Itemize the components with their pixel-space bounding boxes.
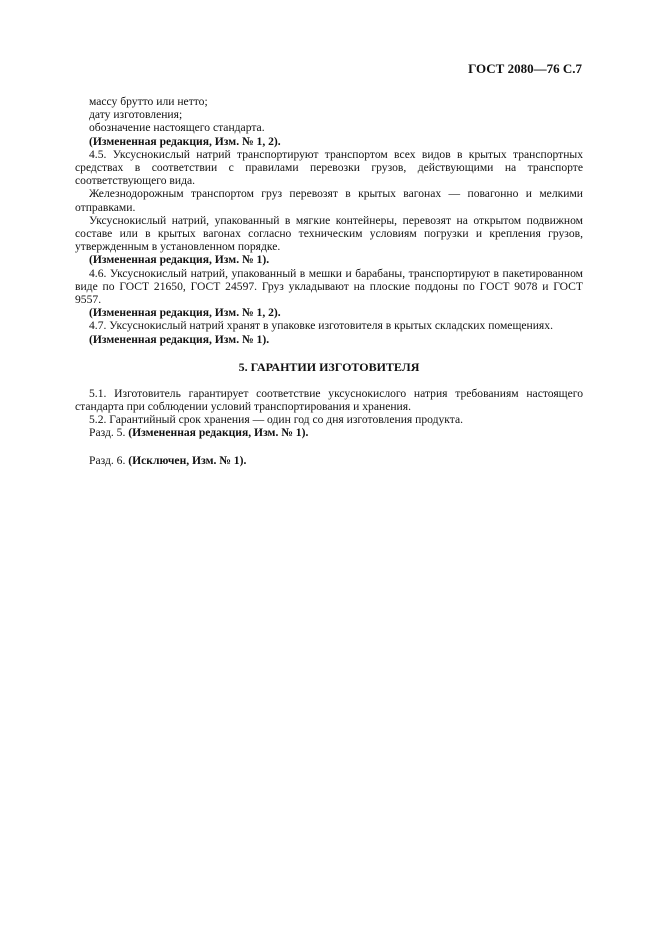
clause-5-1: 5.1. Изготовитель гарантирует соответствие уксуснокислого натрия требованиям настоящего стандарта при соблюдении условий транспортирования и хранения. xyxy=(75,386,583,414)
revision-note: (Измененная редакция, Изм. № 1, 2). xyxy=(89,134,281,148)
page-header: ГОСТ 2080—76 С.7 xyxy=(468,61,582,76)
section-5-prefix: Разд. 5. xyxy=(89,426,126,440)
section-5-note xyxy=(75,426,583,439)
clause-4-6: 4.6. Уксуснокислый натрий, упакованный в мешки и барабаны, транспортируют в пакетированном виде по ГОСТ 21650, ГОСТ 24597. Груз укладывают на плоские поддоны по ГОСТ 9078 и ГОСТ 9557. xyxy=(75,266,583,307)
clause-4-5-containers: Уксуснокислый натрий, упакованный в мягкие контейнеры, перевозят на открытом подвижном составе или в крытых вагонах согласно техническим условиям погрузки и крепления грузов, утвержденным в установленном порядке. xyxy=(75,213,583,254)
excluded-note: (Исключен, Изм. № 1). xyxy=(128,453,247,467)
text-line-mass: массу брутто или нетто; xyxy=(89,95,208,108)
revision-note: (Измененная редакция, Изм. № 1). xyxy=(89,332,270,346)
clause-4-5: 4.5. Уксуснокислый натрий транспортируют транспортом всех видов в крытых транспортных средствах в соответствии с правилами перевозки грузов, действующими на транспорте соответствующего вида. xyxy=(75,147,583,188)
document-body xyxy=(75,95,583,467)
revision-note: (Измененная редакция, Изм. № 1). xyxy=(89,253,270,267)
section-6-prefix: Разд. 6. xyxy=(89,453,126,467)
revision-note: (Измененная редакция, Изм. № 1). xyxy=(128,426,309,440)
section-6-note xyxy=(75,454,583,467)
clause-5-2: 5.2. Гарантийный срок хранения — один год со дня изготовления продукта. xyxy=(89,413,464,427)
clause-4-7: 4.7. Уксуснокислый натрий хранят в упаковке изготовителя в крытых складских помещениях. xyxy=(89,319,553,333)
spacer xyxy=(75,440,583,454)
text-line-date: дату изготовления; xyxy=(89,108,183,122)
clause-4-5-rail: Железнодорожным транспортом груз перевозят в крытых вагонах — повагонно и мелкими отправками. xyxy=(75,187,583,214)
section-title: 5. ГАРАНТИИ ИЗГОТОВИТЕЛЯ xyxy=(238,359,420,374)
text-line-designation: обозначение настоящего стандарта. xyxy=(89,121,265,135)
revision-note: (Измененная редакция, Изм. № 1, 2). xyxy=(89,306,281,320)
